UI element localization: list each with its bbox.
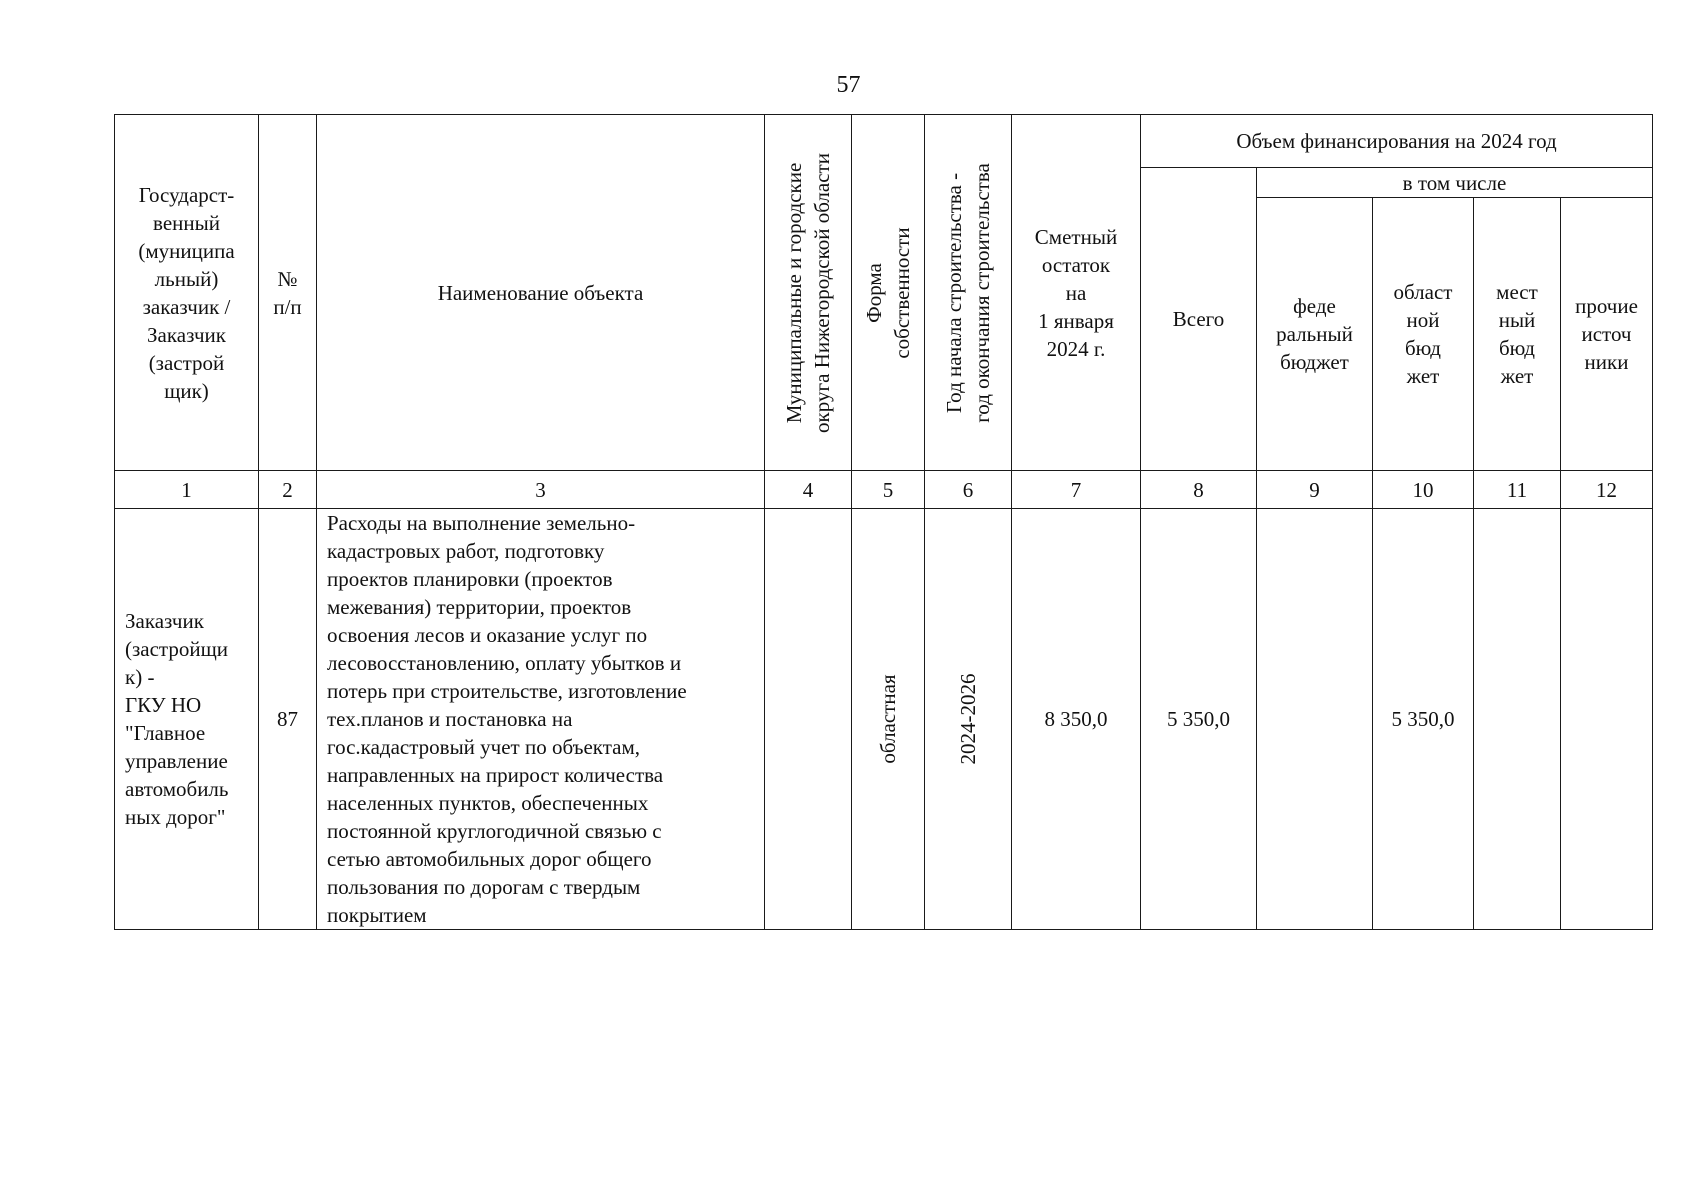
header-row-1 (115, 115, 1653, 168)
header-regional-text: област ной бюд жет (1393, 280, 1453, 388)
header-local (1474, 198, 1561, 471)
column-number: 7 (1012, 471, 1141, 509)
column-number: 9 (1257, 471, 1373, 509)
column-number-row (115, 471, 1653, 509)
cell-number: 87 (259, 509, 317, 930)
cell-years (925, 509, 1012, 930)
column-number: 2 (259, 471, 317, 509)
cell-federal (1257, 509, 1373, 930)
cell-customer (115, 509, 259, 930)
header-including (1257, 168, 1653, 198)
header-other (1561, 198, 1653, 471)
header-customer-text: Государст- венный (муниципа льный) заказчик / Заказчик (застрой щик) (138, 182, 235, 403)
header-object-name (317, 115, 765, 471)
cell-object-name (317, 509, 765, 930)
header-balance (1012, 115, 1141, 471)
header-districts-text: Муниципальные и городские округа Нижегородской области (782, 152, 834, 433)
header-total-text: Всего (1172, 307, 1225, 331)
header-including-text: в том числе (1402, 170, 1507, 195)
header-ownership (852, 115, 925, 471)
page-number: 57 (836, 72, 861, 98)
column-number: 6 (925, 471, 1012, 509)
header-regional (1373, 198, 1474, 471)
column-number: 8 (1141, 471, 1257, 509)
header-years (925, 115, 1012, 471)
cell-total: 5 350,0 (1141, 509, 1257, 930)
header-number (259, 115, 317, 471)
column-number: 11 (1474, 471, 1561, 509)
header-number-text: № п/п (273, 266, 302, 319)
column-number: 3 (317, 471, 765, 509)
header-local-text: мест ный бюд жет (1496, 280, 1538, 388)
column-number: 4 (765, 471, 852, 509)
header-federal (1257, 198, 1373, 471)
cell-other (1561, 509, 1653, 930)
header-total (1141, 168, 1257, 471)
header-federal-text: феде ральный бюджет (1276, 294, 1353, 374)
header-customer (115, 115, 259, 471)
cell-regional: 5 350,0 (1373, 509, 1474, 930)
header-ownership-text: Форма собственности (862, 226, 914, 359)
cell-districts (765, 509, 852, 930)
cell-object-name-text: Расходы на выполнение земельно- кадастровых работ, подготовку проектов планировки (проектов межевания) территории, проектов освоения лесов и оказание услуг по лесовосстановлению, оплату убытков и потерь при строительстве, изготовление тех.планов и постановка на гос.кадастровый учет по объектам, направленных на прирост количества населенных пунктов, обеспеченных постоянной круглогодичной связью с сетью автомобильных дорог общего пользования по дорогам с твердым покрытием (327, 511, 687, 927)
header-other-text: прочие источ ники (1575, 294, 1638, 374)
column-number: 5 (852, 471, 925, 509)
cell-years-text: 2024-2026 (956, 673, 980, 765)
header-object-name-text: Наименование объекта (437, 280, 644, 305)
cell-customer-text: Заказчик (застройщи к) - ГКУ НО "Главное управление автомобиль ных дорог" (125, 609, 229, 829)
header-balance-text: Сметный остаток на 1 января 2024 г. (1034, 224, 1118, 361)
cell-balance: 8 350,0 (1012, 509, 1141, 930)
header-financing-text: Объем финансирования на 2024 год (1236, 129, 1557, 153)
table-row (115, 509, 1653, 930)
header-financing (1141, 115, 1653, 168)
cell-local (1474, 509, 1561, 930)
column-number: 1 (115, 471, 259, 509)
column-number: 10 (1373, 471, 1474, 509)
financing-table (114, 114, 1653, 930)
header-districts (765, 115, 852, 471)
header-years-text: Год начала строительства - год окончания строительства (942, 162, 994, 423)
cell-ownership (852, 509, 925, 930)
column-number: 12 (1561, 471, 1653, 509)
cell-ownership-text: областная (876, 674, 900, 764)
